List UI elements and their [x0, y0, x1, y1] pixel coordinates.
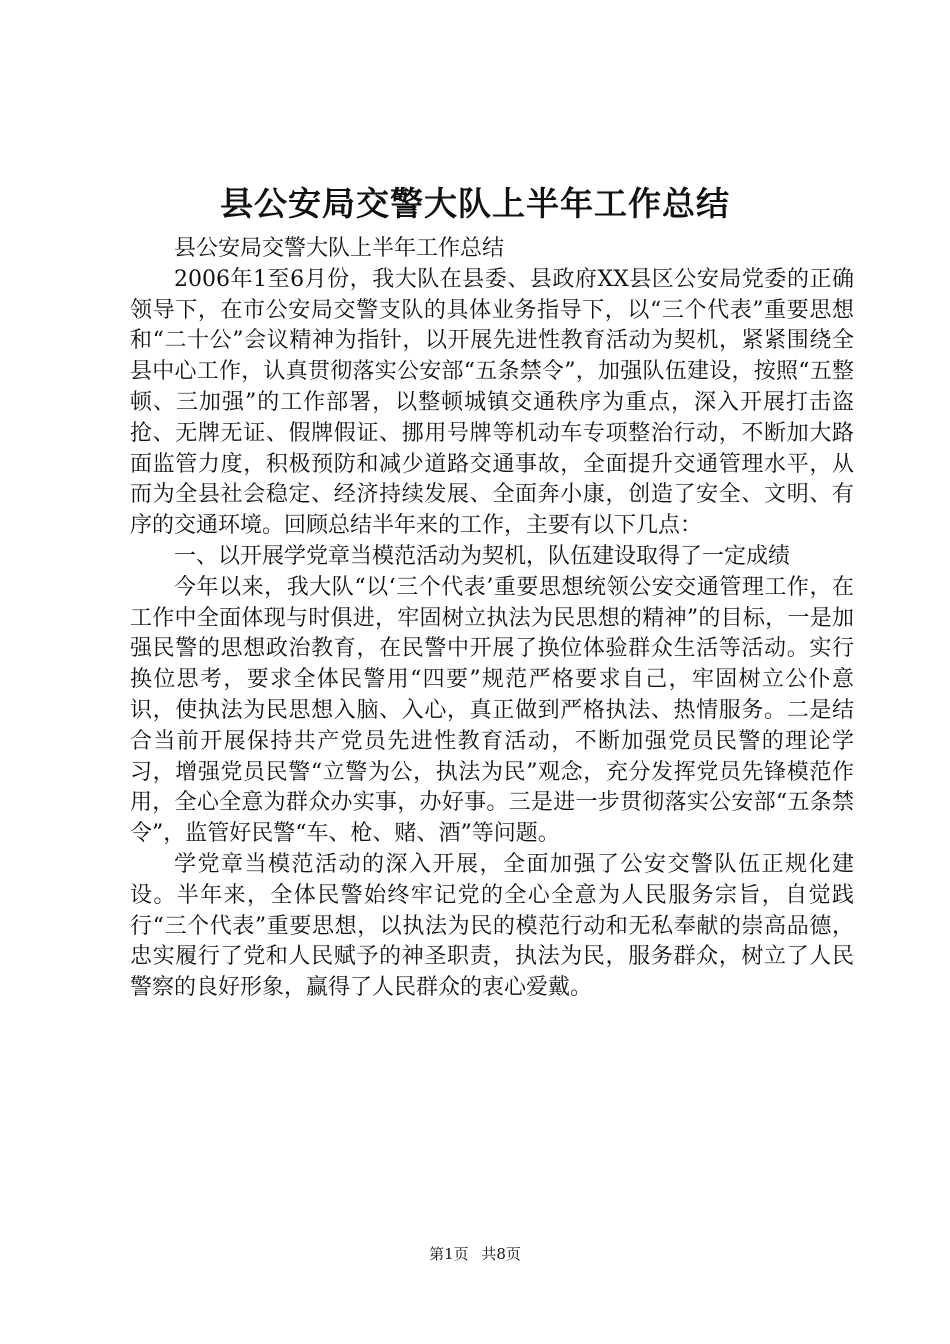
document-title: 县公安局交警大队上半年工作总结	[220, 184, 730, 223]
body-paragraph-section-1: 今年以来，我大队“以‘三个代表’重要思想统领公安交通管理工作，在工作中全面体现与时俱进，牢固树立执法为民思想的精神”的目标，一是加强民警的思想政治教育，在民警中开展了换位体验群众生活等活动。实行换位思考，要求全体民警用“四要”规范严格要求自己，牢固树立公仆意识，使执法为民思想入脑、入心，真正做到严格执法、热情服务。二是结合当前开展保持共产党员先进性教育活动，不断加强党员民警的理论学习，增强党员民警“立警为公，执法为民”观念，充分发挥党员先锋模范作用，全心全意为群众办实事，办好事。三是进一步贯彻落实公安部“五条禁令”，监管好民警“车、枪、赌、酒”等问题。	[130, 574, 854, 847]
body-paragraph-summary: 学党章当模范活动的深入开展，全面加强了公安交警队伍正规化建设。半年来，全体民警始终牢记党的全心全意为人民服务宗旨，自觉践行“三个代表”重要思想，以执法为民的模范行动和无私奉献的崇高品德，忠实履行了党和人民赋予的神圣职责，执法为民，服务群众，树立了人民警察的良好形象，赢得了人民群众的衷心爱戴。	[130, 851, 854, 1001]
body-paragraph-intro: 2006年1至6月份，我大队在县委、县政府XX县区公安局党委的正确领导下，在市公安局交警支队的具体业务指导下，以“三个代表”重要思想和“二十公”会议精神为指针，以开展先进性教育活动为契机，紧紧围绕全县中心工作，认真贯彻落实公安部“五条禁令”，加强队伍建设，按照“五整顿、三加强”的工作部署，以整顿城镇交通秩序为重点，深入开展打击盗抢、无牌无证、假牌假证、挪用号牌等机动车专项整治行动，不断加大路面监管力度，积极预防和减少道路交通事故，全面提升交通管理水平，从而为全县社会稳定、经济持续发展、全面奔小康，创造了安全、文明、有序的交通环境。回顾总结半年来的工作，主要有以下几点：	[130, 266, 854, 539]
page-total: 共8页	[481, 1245, 521, 1263]
page-number: 第1页	[429, 1245, 469, 1263]
body-paragraph-subtitle: 县公安局交警大队上半年工作总结	[174, 236, 505, 261]
section-heading-1: 一、以开展学党章当模范活动为契机，队伍建设取得了一定成绩	[174, 543, 791, 569]
document-body	[130, 234, 854, 1004]
page-footer	[0, 1244, 950, 1264]
